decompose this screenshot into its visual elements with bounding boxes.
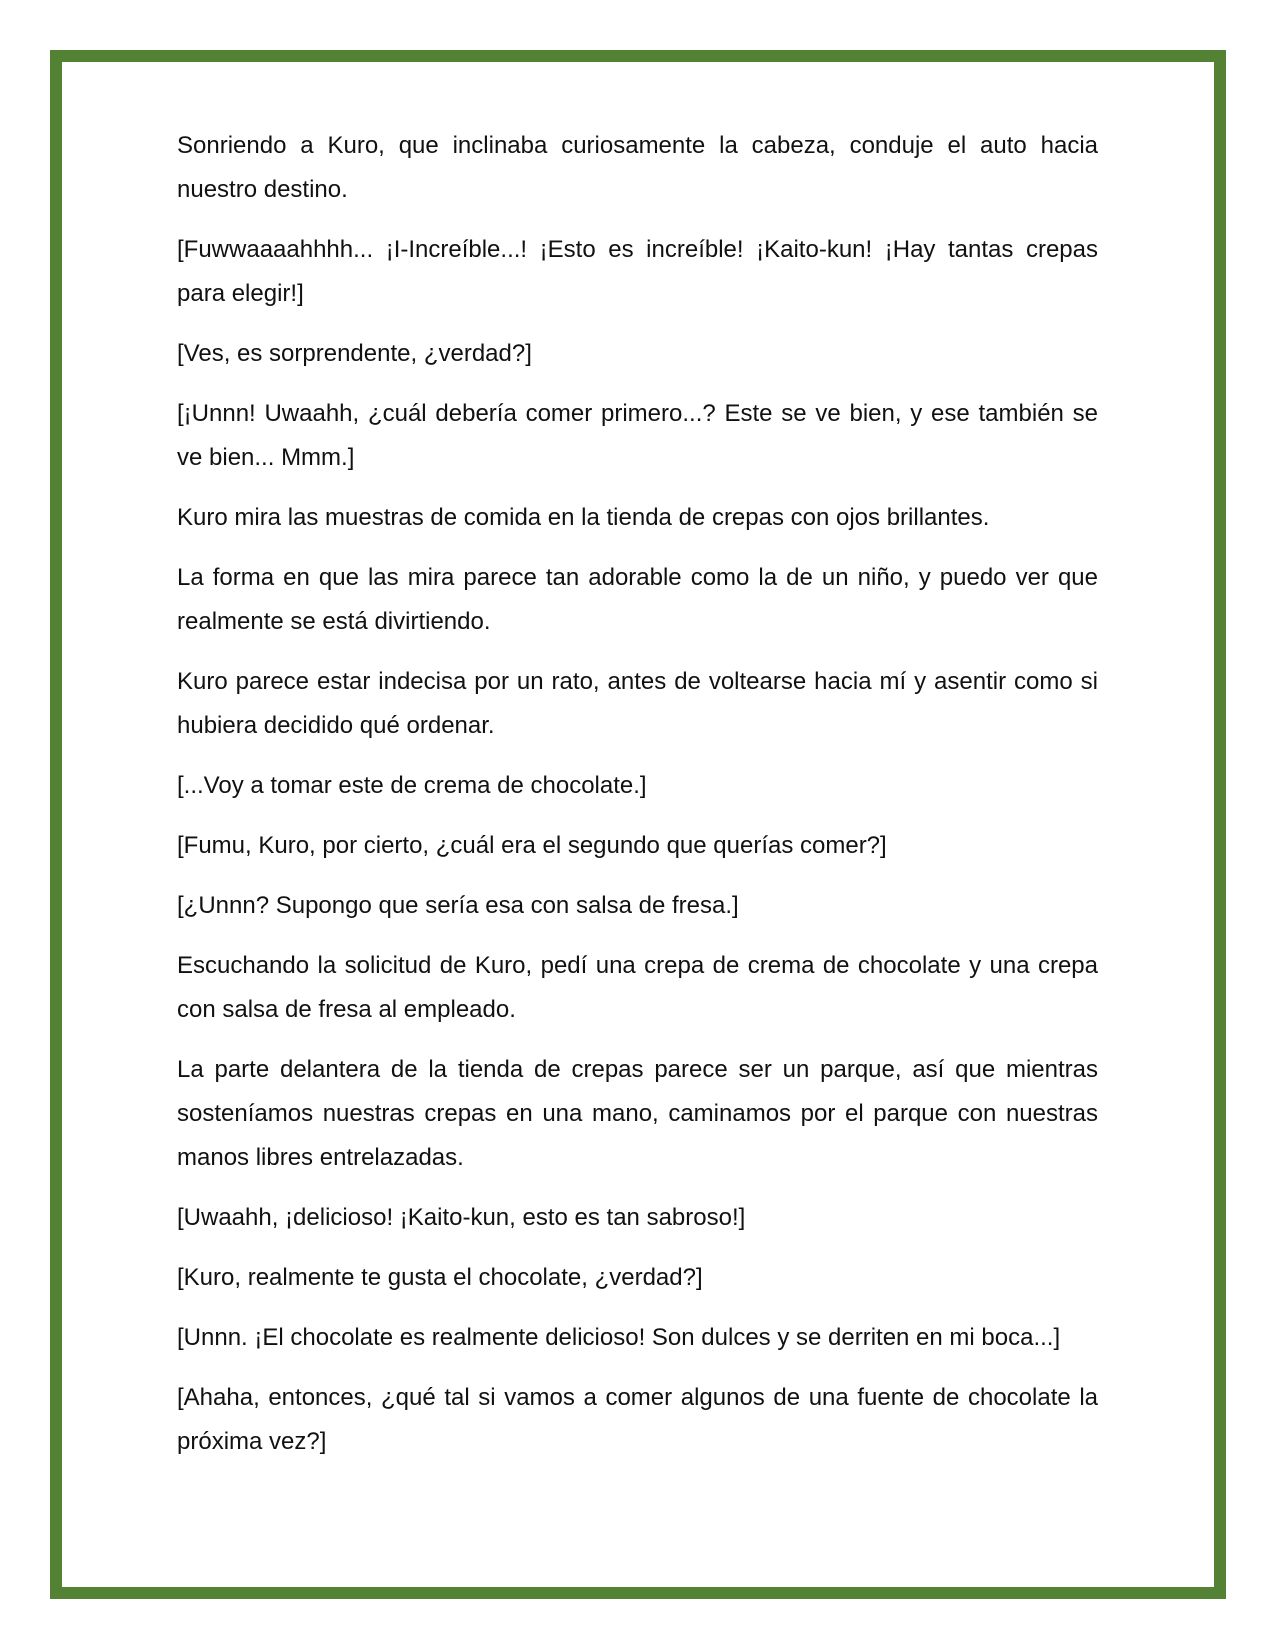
dialogue-line: [Ves, es sorprendente, ¿verdad?] [177, 340, 532, 367]
paragraph: Kuro parece estar indecisa por un rato, antes de voltearse hacia mí y asentir como si hubiera decidido qué ordenar. [177, 668, 1098, 739]
paragraph: Escuchando la solicitud de Kuro, pedí una crepa de crema de chocolate y una crepa con salsa de fresa al empleado. [177, 952, 1098, 1023]
dialogue-line: [Ahaha, entonces, ¿qué tal si vamos a comer algunos de una fuente de chocolate la próxima vez?] [177, 1384, 1098, 1455]
dialogue-line: [Unnn. ¡El chocolate es realmente delicioso! Son dulces y se derriten en mi boca...] [177, 1324, 1061, 1351]
document-body [177, 124, 1098, 1480]
paragraph: Sonriendo a Kuro, que inclinaba curiosamente la cabeza, conduje el auto hacia nuestro destino. [177, 132, 1098, 203]
dialogue-line: [Fuwwaaaahhhh... ¡I-Increíble...! ¡Esto es increíble! ¡Kaito-kun! ¡Hay tantas crepas para elegir!] [177, 236, 1098, 307]
paragraph: La parte delantera de la tienda de crepas parece ser un parque, así que mientras sosteníamos nuestras crepas en una mano, caminamos por el parque con nuestras manos libres entrelazadas. [177, 1056, 1098, 1171]
paragraph: Kuro mira las muestras de comida en la tienda de crepas con ojos brillantes. [177, 504, 990, 531]
dialogue-line: [Kuro, realmente te gusta el chocolate, ¿verdad?] [177, 1264, 703, 1291]
dialogue-line: [¡Unnn! Uwaahh, ¿cuál debería comer primero...? Este se ve bien, y ese también se ve bien... Mmm.] [177, 400, 1098, 471]
paragraph: La forma en que las mira parece tan adorable como la de un niño, y puedo ver que realmente se está divirtiendo. [177, 564, 1098, 635]
dialogue-line: [Uwaahh, ¡delicioso! ¡Kaito-kun, esto es tan sabroso!] [177, 1204, 746, 1231]
dialogue-line: [Fumu, Kuro, por cierto, ¿cuál era el segundo que querías comer?] [177, 832, 887, 859]
dialogue-line: [...Voy a tomar este de crema de chocolate.] [177, 772, 647, 799]
dialogue-line: [¿Unnn? Supongo que sería esa con salsa de fresa.] [177, 892, 739, 919]
